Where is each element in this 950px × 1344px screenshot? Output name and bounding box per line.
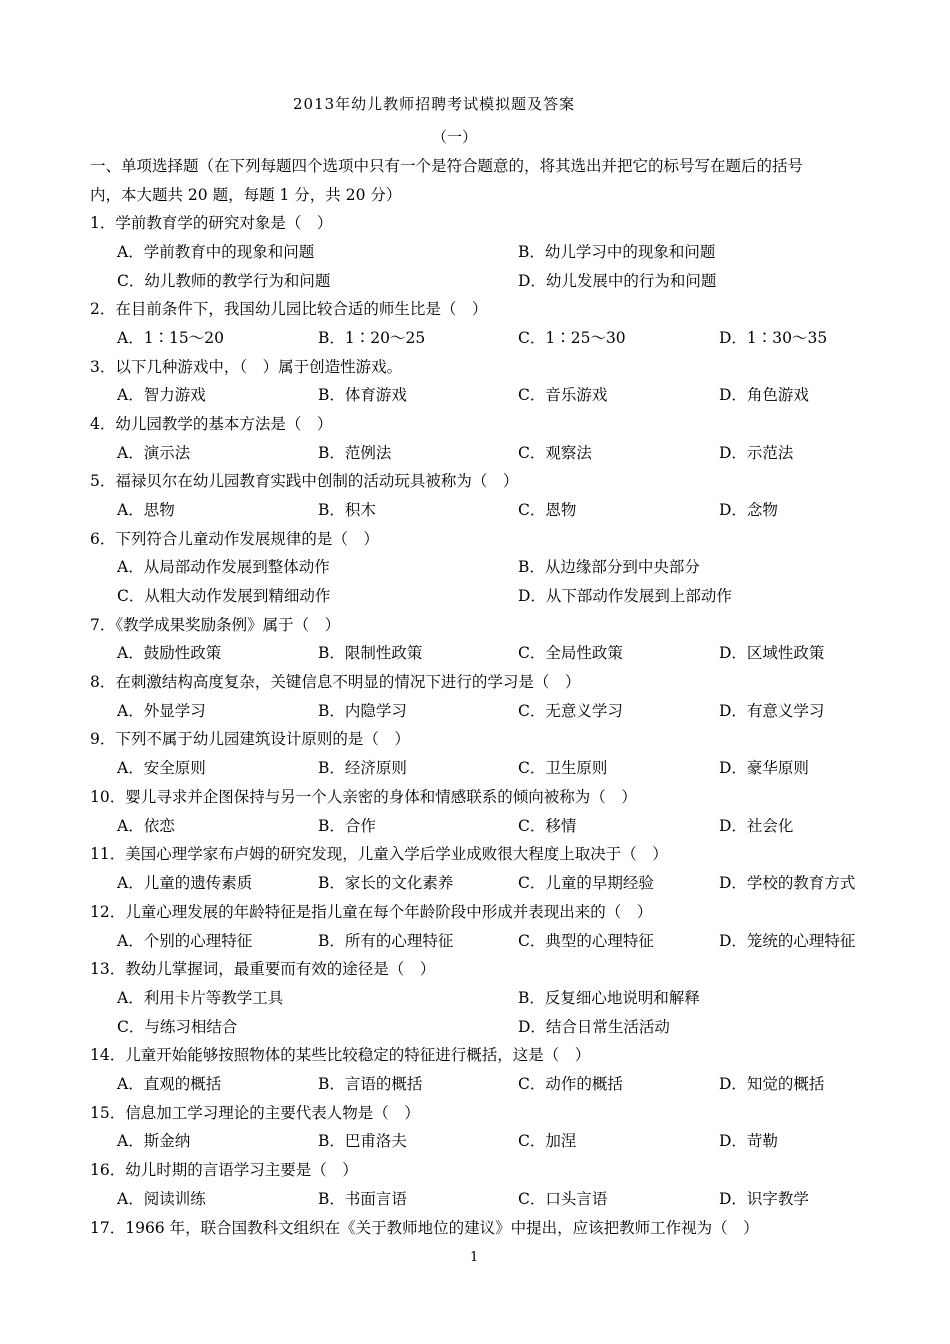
q3-option-a: A．智力游戏	[117, 386, 206, 404]
q8-option-d: D．有意义学习	[719, 702, 825, 720]
q6-option-a: A．从局部动作发展到整体动作	[117, 558, 330, 576]
q2-option-b: B．1∶20～25	[318, 329, 426, 347]
q3-option-b: B．体育游戏	[318, 386, 407, 404]
q14-option-c: C．动作的概括	[518, 1075, 623, 1093]
q4-option-d: D．示范法	[719, 444, 794, 462]
q11-option-b: B．家长的文化素养	[318, 874, 454, 892]
question-6: 6．下列符合儿童动作发展规律的是（ ）	[90, 530, 379, 548]
q7-option-b: B．限制性政策	[318, 644, 423, 662]
section-heading: 一、单项选择题（在下列每题四个选项中只有一个是符合题意的，将其选出并把它的标号写在题后的括号	[90, 157, 804, 175]
q7-option-d: D．区域性政策	[719, 644, 825, 662]
q12-option-c: C．典型的心理特征	[518, 932, 654, 950]
question-5: 5．福禄贝尔在幼儿园教育实践中创制的活动玩具被称为（ ）	[90, 472, 519, 490]
q10-option-c: C．移情	[518, 817, 577, 835]
q8-option-c: C．无意义学习	[518, 702, 623, 720]
document-subtitle: （一）	[432, 128, 478, 146]
q13-option-a: A．利用卡片等教学工具	[117, 989, 284, 1007]
q10-option-a: A．依恋	[117, 817, 175, 835]
question-2: 2．在目前条件下，我国幼儿园比较合适的师生比是（ ）	[90, 300, 488, 318]
question-14: 14．儿童开始能够按照物体的某些比较稳定的特征进行概括，这是（ ）	[90, 1046, 591, 1064]
q16-option-c: C．口头言语	[518, 1190, 608, 1208]
question-4: 4．幼儿园教学的基本方法是（ ）	[90, 415, 333, 433]
q12-option-a: A．个别的心理特征	[117, 932, 253, 950]
q15-option-d: D．苛勒	[719, 1132, 778, 1150]
q10-option-d: D．社会化	[719, 817, 794, 835]
question-1: 1．学前教育学的研究对象是（ ）	[90, 214, 333, 232]
q13-option-c: C．与练习相结合	[117, 1018, 238, 1036]
question-10: 10．婴儿寻求并企图保持与另一个人亲密的身体和情感联系的倾向被称为（ ）	[90, 788, 637, 806]
q9-option-a: A．安全原则	[117, 759, 206, 777]
q1-option-d: D．幼儿发展中的行为和问题	[518, 272, 717, 290]
q15-option-b: B．巴甫洛夫	[318, 1132, 407, 1150]
q16-option-a: A．阅读训练	[117, 1190, 206, 1208]
q1-option-a: A．学前教育中的现象和问题	[117, 243, 315, 261]
q11-option-c: C．儿童的早期经验	[518, 874, 654, 892]
q3-option-c: C．音乐游戏	[518, 386, 608, 404]
q15-option-c: C．加涅	[518, 1132, 577, 1150]
q5-option-a: A．思物	[117, 501, 175, 519]
q14-option-d: D．知觉的概括	[719, 1075, 825, 1093]
q6-option-c: C．从粗大动作发展到精细动作	[117, 587, 331, 605]
q2-option-a: A．1∶15～20	[117, 329, 225, 347]
question-11: 11．美国心理学家布卢姆的研究发现，儿童入学后学业成败很大程度上取决于（ ）	[90, 845, 668, 863]
question-15: 15．信息加工学习理论的主要代表人物是（ ）	[90, 1104, 420, 1122]
q4-option-b: B．范例法	[318, 444, 392, 462]
q1-option-b: B．幼儿学习中的现象和问题	[518, 243, 716, 261]
q7-option-c: C．全局性政策	[518, 644, 623, 662]
q7-option-a: A．鼓励性政策	[117, 644, 222, 662]
question-7: 7．《教学成果奖励条例》属于（ ）	[90, 616, 341, 634]
question-3: 3．以下几种游戏中，（ ）属于创造性游戏。	[90, 358, 403, 376]
q4-option-c: C．观察法	[518, 444, 592, 462]
q5-option-b: B．积木	[318, 501, 376, 519]
question-13: 13．教幼儿掌握词，最重要而有效的途径是（ ）	[90, 960, 436, 978]
q13-option-b: B．反复细心地说明和解释	[518, 989, 700, 1007]
q3-option-d: D．角色游戏	[719, 386, 809, 404]
question-8: 8．在刺激结构高度复杂，关键信息不明显的情况下进行的学习是（ ）	[90, 673, 581, 691]
q9-option-b: B．经济原则	[318, 759, 407, 777]
q9-option-d: D．豪华原则	[719, 759, 809, 777]
question-17: 17．1966 年，联合国教科文组织在《关于教师地位的建议》中提出，应该把教师工作视为（ ）	[90, 1219, 759, 1237]
q1-option-c: C．幼儿教师的教学行为和问题	[117, 272, 331, 290]
q12-option-b: B．所有的心理特征	[318, 932, 454, 950]
q9-option-c: C．卫生原则	[518, 759, 608, 777]
q12-option-d: D．笼统的心理特征	[719, 932, 856, 950]
q4-option-a: A．演示法	[117, 444, 191, 462]
q16-option-b: B．书面言语	[318, 1190, 407, 1208]
q6-option-b: B．从边缘部分到中央部分	[518, 558, 700, 576]
q8-option-a: A．外显学习	[117, 702, 206, 720]
q11-option-d: D．学校的教育方式	[719, 874, 856, 892]
question-12: 12．儿童心理发展的年龄特征是指儿童在每个年龄阶段中形成并表现出来的（ ）	[90, 903, 653, 921]
q11-option-a: A．儿童的遗传素质	[117, 874, 253, 892]
q5-option-c: C．恩物	[518, 501, 577, 519]
question-16: 16．幼儿时期的言语学习主要是（ ）	[90, 1161, 358, 1179]
section-heading-cont: 内，本大题共 20 题，每题 1 分，共 20 分）	[90, 186, 402, 204]
question-9: 9．下列不属于幼儿园建筑设计原则的是（ ）	[90, 730, 410, 748]
q2-option-c: C．1∶25～30	[518, 329, 626, 347]
page-number: 1	[470, 1250, 479, 1265]
q8-option-b: B．内隐学习	[318, 702, 407, 720]
q5-option-d: D．念物	[719, 501, 778, 519]
q10-option-b: B．合作	[318, 817, 376, 835]
document-title: 2013年幼儿教师招聘考试模拟题及答案	[293, 95, 576, 113]
q14-option-a: A．直观的概括	[117, 1075, 222, 1093]
q16-option-d: D．识字教学	[719, 1190, 809, 1208]
q13-option-d: D．结合日常生活活动	[518, 1018, 670, 1036]
q15-option-a: A．斯金纳	[117, 1132, 191, 1150]
q6-option-d: D．从下部动作发展到上部动作	[518, 587, 732, 605]
q14-option-b: B．言语的概括	[318, 1075, 423, 1093]
q2-option-d: D．1∶30～35	[719, 329, 828, 347]
